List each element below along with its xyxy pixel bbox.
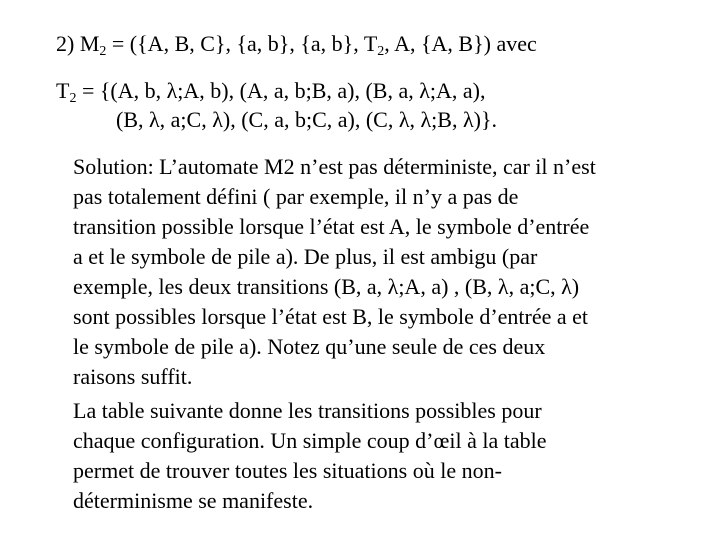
table-intro-paragraph [73,396,633,516]
text-line: Solution: L’automate M2 n’est pas déterministe, car il n’est [73,154,596,179]
text-line: pas totalement défini ( par exemple, il n’y a pas de [73,184,519,209]
problem-definition-line [56,31,537,59]
text-line: déterminisme se manifeste. [73,488,314,513]
subscript: 2 [377,44,385,59]
text-line: chaque configuration. Un simple coup d’œil à la table [73,428,547,453]
text-line: La table suivante donne les transitions possibles pour [73,398,542,423]
transition-set-line-2: (B, λ, a;C, λ), (C, a, b;C, a), (C, λ, λ;B, λ)}. [116,107,498,132]
text-line: permet de trouver toutes les situations où le non- [73,458,502,483]
text-line: exemple, les deux transitions (B, a, λ;A, a) , (B, λ, a;C, λ) [73,274,580,299]
transition-set-line-1 [56,78,486,106]
text-segment: = ({A, B, C}, {a, b}, {a, b}, T [106,31,378,56]
text-line: a et le symbole de pile a). De plus, il est ambigu (par [73,244,538,269]
text-line: transition possible lorsque l’état est A, le symbole d’entrée [73,214,590,239]
text-line: sont possibles lorsque l’état est B, le symbole d’entrée a et [73,304,589,329]
text-segment: T [56,78,70,103]
text-segment: 2) M [56,31,100,56]
text-segment: = {(A, b, λ;A, b), (A, a, b;B, a), (B, a, λ;A, a), [76,78,486,103]
subscript: 2 [69,91,77,106]
text-line: le symbole de pile a). Notez qu’une seule de ces deux [73,334,546,359]
solution-paragraph [73,152,633,392]
subscript: 2 [99,44,107,59]
text-line: raisons suffit. [73,364,193,389]
text-segment: , A, {A, B}) avec [384,31,537,56]
